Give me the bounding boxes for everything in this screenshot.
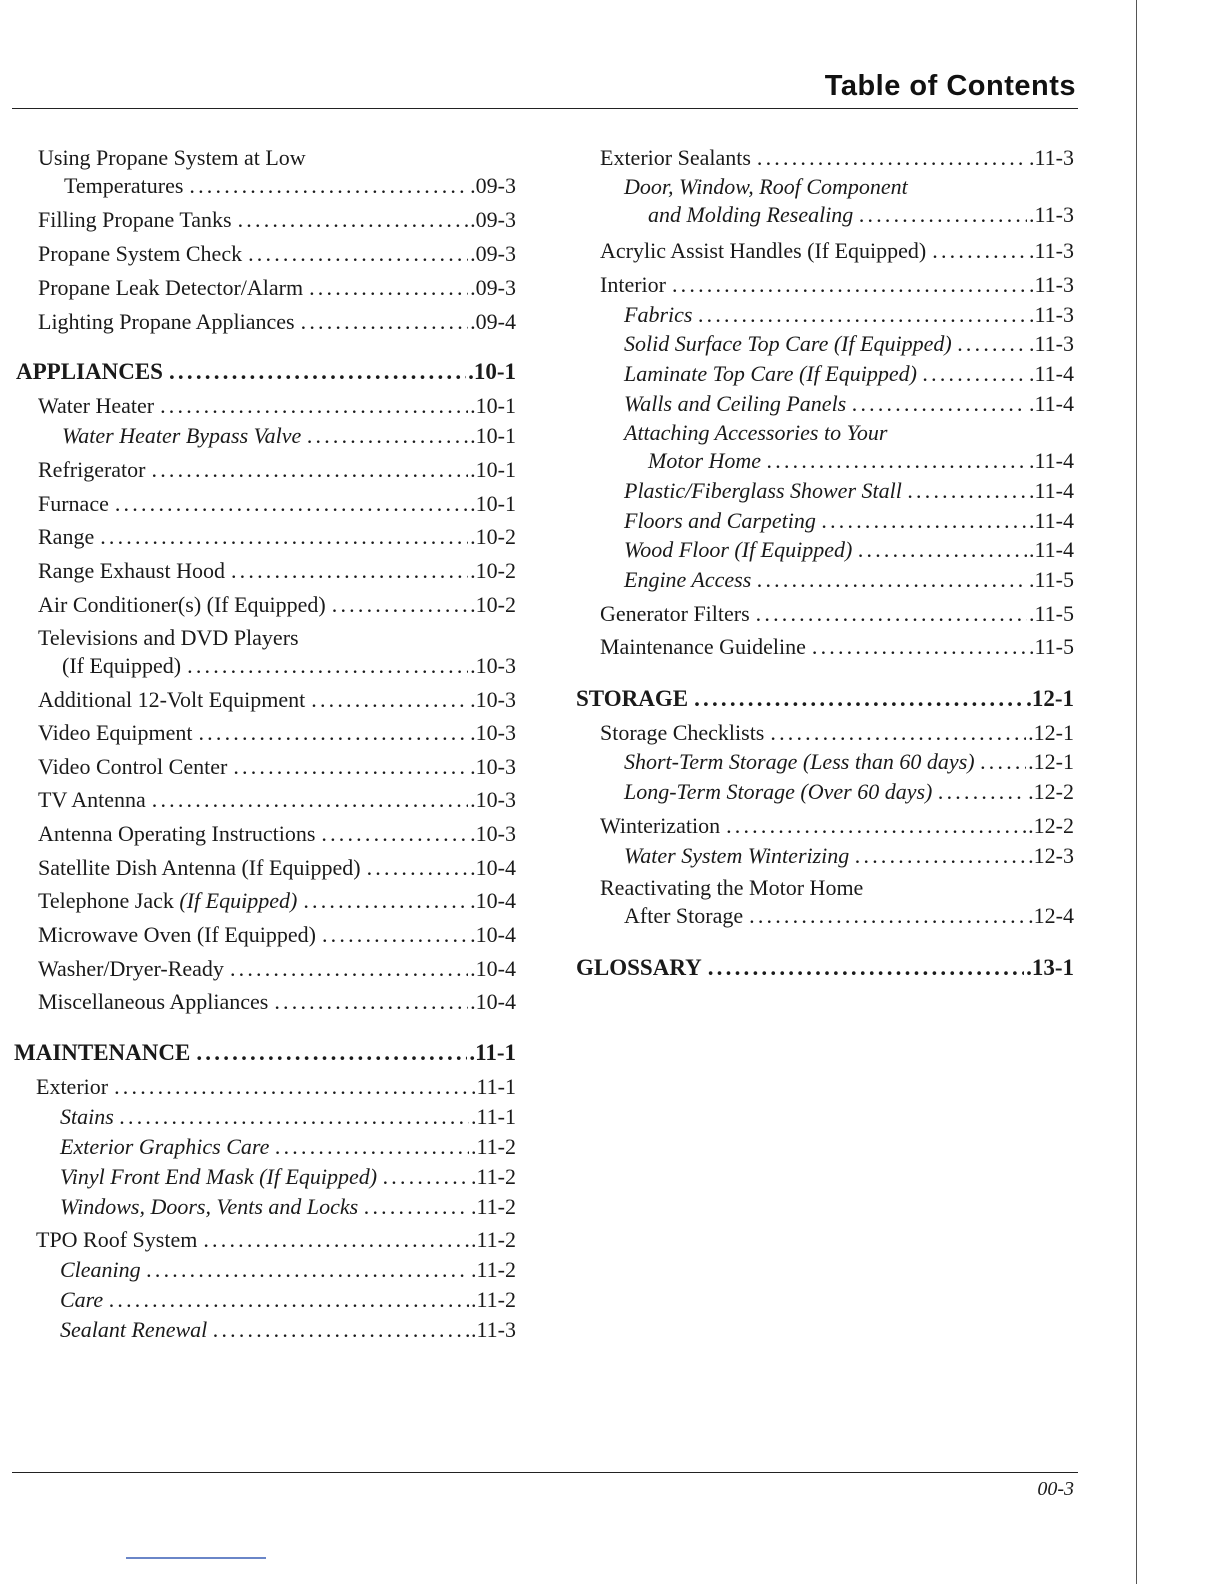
toc-subentry[interactable]: Water Heater Bypass Valve ..... .10-1: [62, 422, 516, 450]
toc-entry[interactable]: Acrylic Assist Handles (If Equipped) ..... .11-3: [600, 237, 1074, 265]
toc-entry[interactable]: Miscellaneous Appliances ..... .10-4: [38, 988, 516, 1016]
toc-entry[interactable]: TPO Roof System ..... .11-2: [36, 1226, 516, 1254]
toc-subentry[interactable]: Solid Surface Top Care (If Equipped) ..... .11-3: [624, 330, 1074, 358]
toc-subentry[interactable]: Windows, Doors, Vents and Locks ..... .11-2: [60, 1193, 516, 1221]
toc-entry[interactable]: Additional 12-Volt Equipment ..... .10-3: [38, 686, 516, 714]
toc-entry[interactable]: Satellite Dish Antenna (If Equipped) ..... .10-4: [38, 854, 516, 882]
toc-subentry[interactable]: Walls and Ceiling Panels ..... .11-4: [624, 390, 1074, 418]
toc-entry[interactable]: Using Propane System at Low Temperatures ..... .09-3: [38, 144, 516, 200]
toc-entry[interactable]: TV Antenna ..... .10-3: [38, 786, 516, 814]
toc-subentry[interactable]: Long-Term Storage (Over 60 days) ..... .12-2: [624, 778, 1074, 806]
page-title: Table of Contents: [824, 70, 1076, 102]
toc-entry[interactable]: Range ..... .10-2: [38, 523, 516, 551]
page-edge-line: [1136, 0, 1137, 1584]
toc-entry[interactable]: Reactivating the Motor Home After Storage ..... .12-4: [600, 874, 1074, 930]
toc-entry[interactable]: Generator Filters ..... .11-5: [600, 600, 1074, 628]
toc-subentry[interactable]: Cleaning ..... .11-2: [60, 1256, 516, 1284]
toc-entry[interactable]: Air Conditioner(s) (If Equipped) ..... .10-2: [38, 591, 516, 619]
toc-subentry[interactable]: Fabrics ..... .11-3: [624, 301, 1074, 329]
toc-entry[interactable]: Microwave Oven (If Equipped) ..... .10-4: [38, 921, 516, 949]
toc-entry[interactable]: Propane Leak Detector/Alarm ..... .09-3: [38, 274, 516, 302]
toc-left-column: [0, 0, 560, 1400]
toc-subentry[interactable]: Laminate Top Care (If Equipped) ..... .11-4: [624, 360, 1074, 388]
toc-section-appliances[interactable]: APPLIANCES ..... .10-1: [16, 358, 516, 386]
footer-rule: [12, 1472, 1078, 1473]
toc-subentry[interactable]: Short-Term Storage (Less than 60 days) ..... .12-1: [624, 748, 1074, 776]
toc-entry[interactable]: Video Equipment ..... .10-3: [38, 719, 516, 747]
toc-subentry[interactable]: Care ..... .11-2: [60, 1286, 516, 1314]
toc-entry[interactable]: Winterization ..... .12-2: [600, 812, 1074, 840]
toc-entry[interactable]: Refrigerator ..... .10-1: [38, 456, 516, 484]
toc-entry[interactable]: Video Control Center ..... .10-3: [38, 753, 516, 781]
toc-subentry[interactable]: Plastic/Fiberglass Shower Stall ..... .11-4: [624, 477, 1074, 505]
toc-subentry[interactable]: Water System Winterizing ..... .12-3: [624, 842, 1074, 870]
toc-entry[interactable]: Lighting Propane Appliances ..... .09-4: [38, 308, 516, 336]
toc-section-glossary[interactable]: GLOSSARY ..... .13-1: [576, 954, 1074, 982]
toc-entry[interactable]: Storage Checklists ..... .12-1: [600, 719, 1074, 747]
toc-subentry[interactable]: Attaching Accessories to Your Motor Home ..... .11-4: [624, 419, 1074, 475]
toc-subentry[interactable]: Floors and Carpeting ..... .11-4: [624, 507, 1074, 535]
toc-subentry[interactable]: Engine Access ..... .11-5: [624, 566, 1074, 594]
toc-entry[interactable]: Washer/Dryer-Ready ..... .10-4: [38, 955, 516, 983]
toc-subentry[interactable]: Exterior Graphics Care ..... .11-2: [60, 1133, 516, 1161]
toc-entry[interactable]: Exterior Sealants ..... .11-3: [600, 144, 1074, 172]
toc-entry[interactable]: Maintenance Guideline ..... .11-5: [600, 633, 1074, 661]
toc-entry[interactable]: Interior ..... .11-3: [600, 271, 1074, 299]
toc-entry[interactable]: Antenna Operating Instructions ..... .10-3: [38, 820, 516, 848]
toc-entry[interactable]: Water Heater ..... .10-1: [38, 392, 516, 420]
toc-subentry[interactable]: Vinyl Front End Mask (If Equipped) ..... .11-2: [60, 1163, 516, 1191]
toc-section-storage[interactable]: STORAGE ..... .12-1: [576, 685, 1074, 713]
toc-subentry[interactable]: Wood Floor (If Equipped) ..... .11-4: [624, 536, 1074, 564]
blue-underline-mark: [126, 1557, 266, 1559]
toc-entry[interactable]: Exterior ..... .11-1: [36, 1073, 516, 1101]
toc-entry[interactable]: Range Exhaust Hood ..... .10-2: [38, 557, 516, 585]
toc-subentry[interactable]: Stains ..... .11-1: [60, 1103, 516, 1131]
toc-entry[interactable]: Furnace ..... .10-1: [38, 490, 516, 518]
toc-entry[interactable]: Propane System Check ..... .09-3: [38, 240, 516, 268]
toc-subentry[interactable]: Door, Window, Roof Component and Molding Resealing ..... .11-3: [624, 173, 1074, 229]
toc-right-column: [560, 0, 1120, 1000]
toc-entry[interactable]: Filling Propane Tanks ..... .09-3: [38, 206, 516, 234]
toc-entry[interactable]: Telephone Jack (If Equipped) ..... .10-4: [38, 887, 516, 915]
page-number: 00-3: [1037, 1478, 1074, 1500]
toc-section-maintenance[interactable]: MAINTENANCE ..... .11-1: [14, 1039, 516, 1067]
toc-entry[interactable]: Televisions and DVD Players (If Equipped) ..... .10-3: [38, 624, 516, 680]
toc-subentry[interactable]: Sealant Renewal ..... .11-3: [60, 1316, 516, 1344]
